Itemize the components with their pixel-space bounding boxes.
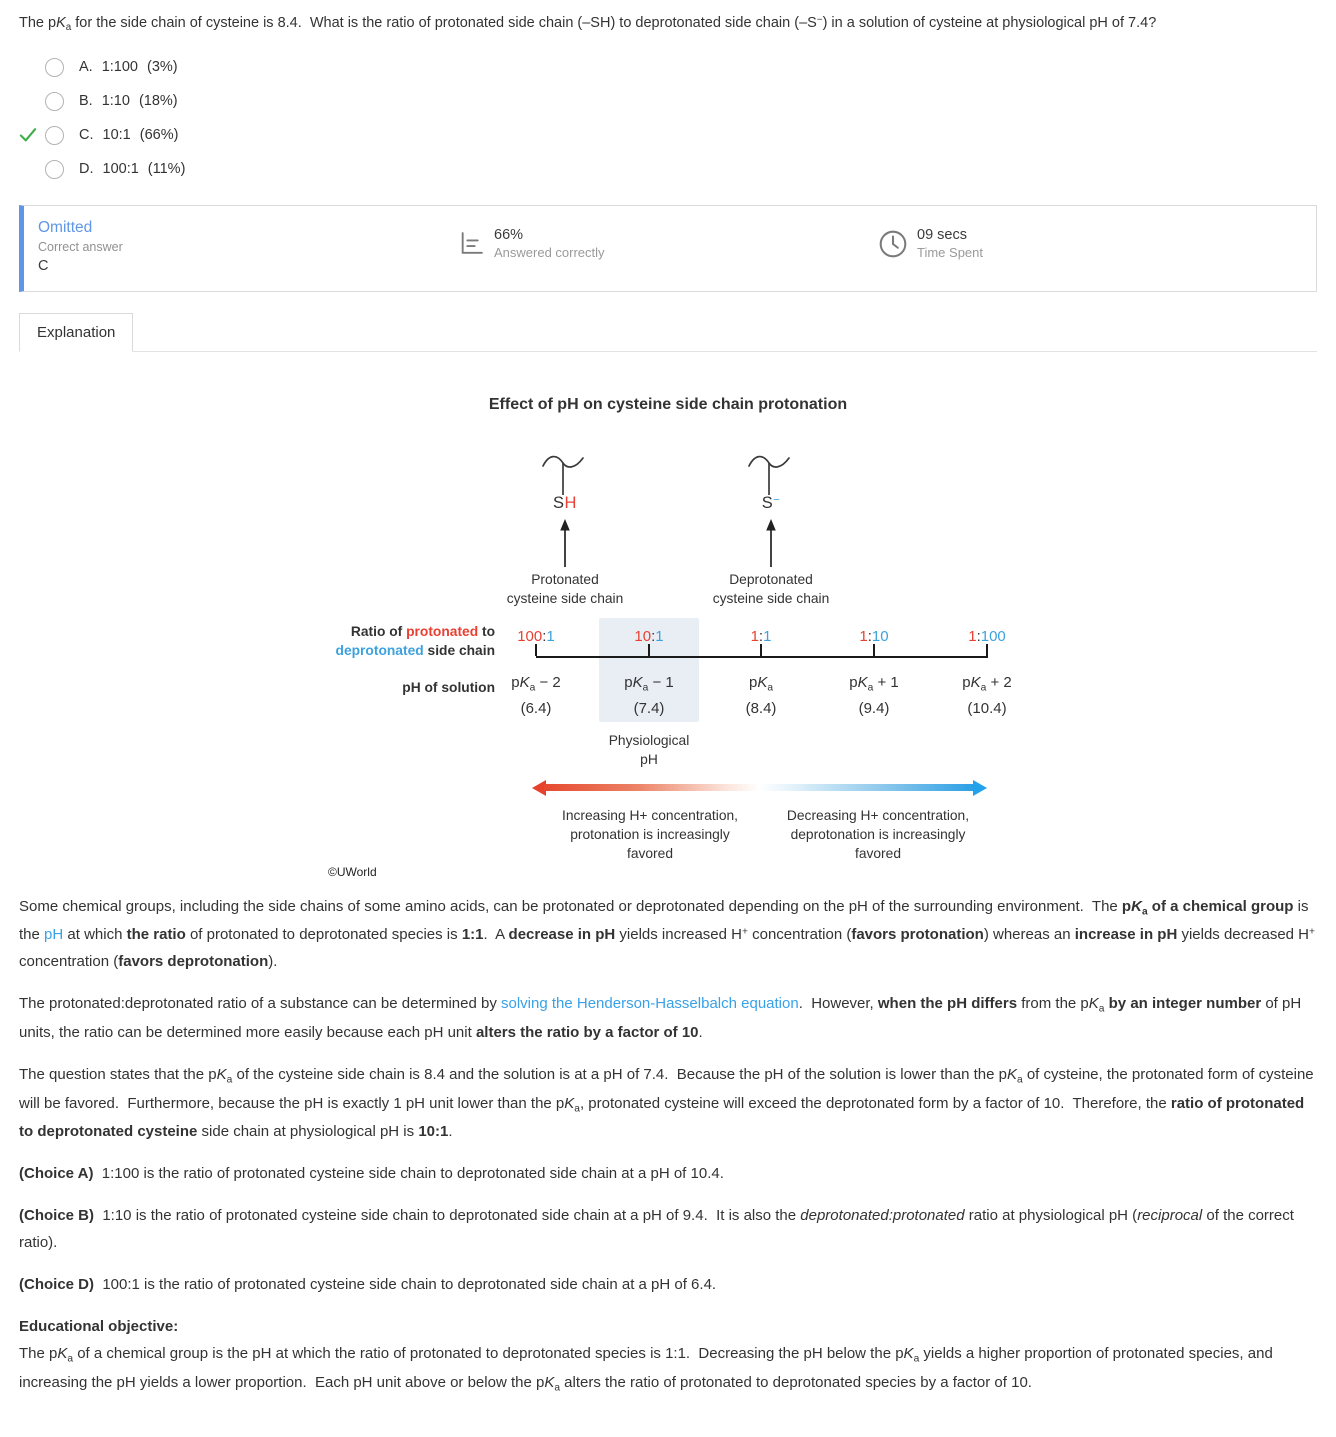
time-spent-label: Time Spent — [917, 245, 983, 261]
ph-value: (9.4) — [858, 699, 890, 717]
choice-text: 1:10 — [101, 93, 130, 110]
pka-expression: $pK_a + 2$ — [962, 673, 1012, 694]
choice-letter: C. — [79, 127, 94, 144]
choice-percent: (3%) — [147, 59, 178, 76]
choice-letter: D. — [79, 161, 94, 178]
pka-expression: $pK_a - 2$ — [511, 673, 561, 694]
percent-correct-label: Answered correctly — [494, 245, 605, 261]
explanation-paragraph: Some chemical groups, including the side chains of some amino acids, can be protonated or deprotonated depending on the pH of the surrounding environment. The $pK_a$ of a chemical group is the pH at which the ratio of protonated to deprotonated species is 1:1. A decrease in pH yields increased H+ concentration (favors protonation) whereas an increase in pH yields decreased H+ concentration (favors deprotonation). — [19, 897, 1315, 971]
scale-axis-line — [536, 656, 988, 658]
explanation-paragraph: The protonated:deprotonated ratio of a substance can be determined by solving the Henderson-Hasselbalch equation. However, when the pH differs from the $pK_a$ by an integer number of pH units, the ratio can be determined more easily because each pH unit alters the ratio by a factor of 10. — [19, 995, 1302, 1042]
deprotonated-caption: Deprotonated cysteine side chain — [712, 572, 830, 606]
squiggle-bond-icon — [743, 450, 799, 496]
uworld-credit: ©UWorld — [328, 864, 377, 879]
ph-value: (7.4) — [633, 699, 665, 717]
choice-percent: (66%) — [139, 127, 179, 144]
time-spent-stat — [878, 227, 1298, 260]
tab-explanation[interactable]: Explanation — [19, 313, 133, 352]
correct-answer-value: C — [38, 258, 49, 275]
ph-axis-label: pH of solution — [402, 679, 495, 695]
figure-title: Effect of pH on cysteine side chain protonation — [488, 396, 848, 414]
choice-text: 1:100 — [101, 59, 138, 76]
structures-row — [328, 450, 1008, 607]
choice-percent: (11%) — [147, 161, 186, 178]
explanation-paragraph: The question states that the $pK_a$ of the cysteine side chain is 8.4 and the solution is at a pH of 7.4. Because the pH of the solution is lower than the $pK_a$ of cysteine, the protonated form of cysteine will be favored. Furthermore, because the pH is exactly 1 pH unit lower than the $pK_a$, protonated cysteine will exceed the deprotonated form by a factor of 10. Therefore, the ratio of protonated to deprotonated cysteine side chain at physiological pH is 10:1. — [19, 1066, 1314, 1141]
correct-checkmark-icon — [19, 127, 37, 143]
pka-expression: $pK_a - 1$ — [624, 673, 674, 694]
pka-expression: $pK_a$ — [748, 673, 774, 694]
axis-tick — [873, 644, 875, 656]
deprotonated-structure — [683, 450, 859, 607]
ratio-value: 1:100 — [968, 627, 1006, 645]
choice-percent: (18%) — [138, 93, 178, 110]
tab-bar — [19, 312, 1317, 352]
choice-d-explanation: (Choice D) 100:1 is the ratio of protonated cysteine side chain to deprotonated side chain at a pH of 6.4. — [19, 1276, 717, 1294]
physiological-ph-note: Physiological pH — [608, 732, 690, 767]
choice-letter: A. — [79, 59, 93, 76]
question-text: The $pK_a$ for the side chain of cysteine is 8.4. What is the ratio of protonated side chain (–SH) to deprotonated side chain (–S−) in a solution of cysteine at physiological pH of 7.4? — [19, 14, 1157, 34]
axis-tick — [986, 644, 988, 656]
checkmark-slot — [19, 127, 45, 143]
deprotonated-formula: S− — [761, 494, 781, 513]
choice-b-explanation: (Choice B) 1:10 is the ratio of protonated cysteine side chain to deprotonated side chain at a pH of 9.4. It is also the deprotonated:protonated ratio at physiological pH (reciprocal of the correct ratio). — [19, 1207, 1294, 1252]
gradient-shaft — [544, 784, 975, 791]
protonated-formula: SH — [553, 494, 577, 513]
decreasing-h-caption: Decreasing H+ concentration, deprotonation is increasingly favored — [786, 807, 970, 861]
radio-button[interactable] — [45, 92, 64, 111]
result-status-column — [38, 219, 458, 274]
right-arrowhead-icon — [973, 780, 987, 796]
squiggle-bond-icon — [537, 450, 593, 496]
inline-link[interactable]: pH — [44, 926, 64, 944]
ph-gradient-arrow-icon — [532, 780, 987, 796]
protonated-structure — [477, 450, 653, 607]
ph-value: (6.4) — [520, 699, 552, 717]
result-summary — [19, 205, 1317, 292]
explanation-text — [19, 893, 1317, 1398]
educational-objective-heading: Educational objective: — [19, 1318, 179, 1336]
clock-icon — [878, 229, 908, 259]
choice-text: 100:1 — [102, 161, 139, 178]
radio-button[interactable] — [45, 126, 64, 145]
status-badge: Omitted — [38, 219, 93, 237]
explanation-figure — [328, 396, 1012, 879]
radio-button[interactable] — [45, 160, 64, 179]
answer-choices — [19, 57, 1317, 179]
axis-tick — [760, 644, 762, 656]
axis-tick — [535, 644, 537, 656]
answer-choice-b[interactable] — [19, 91, 1317, 111]
gradient-arrow-block — [328, 776, 1008, 864]
up-arrow-icon — [558, 518, 572, 568]
up-arrow-icon — [764, 518, 778, 568]
answered-correctly-stat — [458, 227, 878, 260]
ph-value: (10.4) — [967, 699, 1007, 717]
ph-ratio-scale — [328, 618, 1012, 772]
time-spent-value: 09 secs — [917, 227, 967, 244]
ratio-axis-label: Ratio of protonated to deprotonated side chain — [335, 623, 495, 659]
choice-a-explanation: (Choice A) 1:100 is the ratio of protonated cysteine side chain to deprotonated side chain at a pH of 10.4. — [19, 1165, 724, 1183]
choice-text: 10:1 — [102, 127, 131, 144]
answer-choice-d[interactable] — [19, 159, 1317, 179]
ratio-value: 1:10 — [859, 627, 889, 645]
educational-objective-body: The $pK_a$ of a chemical group is the pH at which the ratio of protonated to deprotonated species is 1:1. Decreasing the pH below the $pK_a$ yields a higher proportion of protonated species, and increasing the pH yields a lower proportion. Each pH unit above or below the $pK_a$ alters the ratio of protonated to deprotonated species by a factor of 10. — [19, 1345, 1273, 1394]
answer-choice-c[interactable] — [19, 125, 1317, 145]
inline-link[interactable]: solving the Henderson-Hasselbalch equation — [501, 995, 799, 1013]
ratio-value: 10:1 — [634, 627, 664, 645]
correct-answer-label: Correct answer — [38, 240, 123, 255]
axis-tick — [648, 644, 650, 656]
protonated-caption: Protonated cysteine side chain — [506, 572, 624, 606]
pka-expression: $pK_a + 1$ — [849, 673, 899, 694]
choice-letter: B. — [79, 93, 93, 110]
ratio-value: 100:1 — [517, 627, 555, 645]
percent-correct-value: 66% — [494, 227, 524, 244]
ph-value: (8.4) — [745, 699, 777, 717]
radio-button[interactable] — [45, 58, 64, 77]
bar-chart-icon — [458, 230, 485, 257]
increasing-h-caption: Increasing H+ concentration, protonation is increasingly favored — [561, 807, 738, 861]
ratio-value: 1:1 — [750, 627, 772, 645]
answer-choice-a[interactable] — [19, 57, 1317, 77]
